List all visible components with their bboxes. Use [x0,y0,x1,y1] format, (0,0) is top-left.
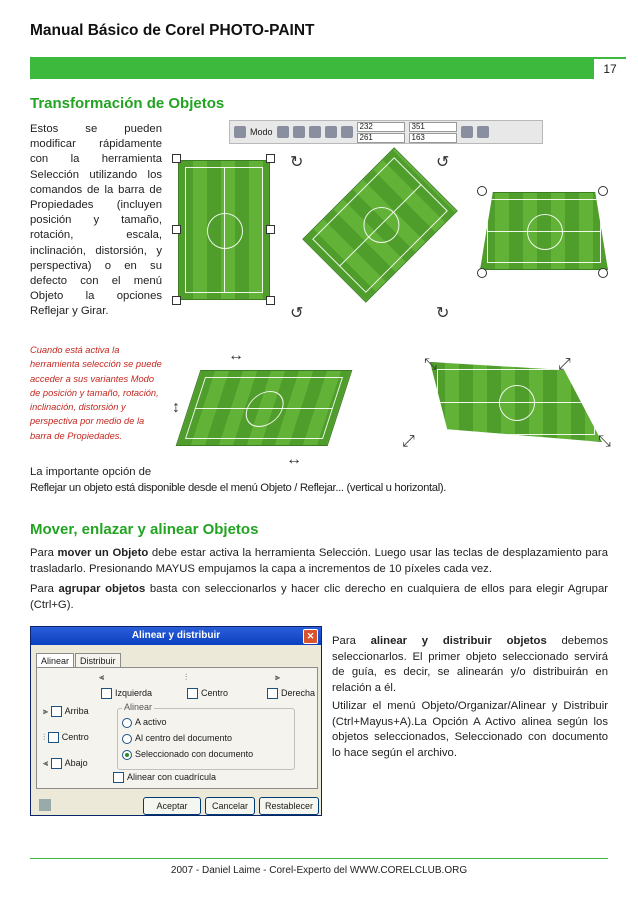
preview-icon[interactable] [39,799,51,811]
reflect-text: Reflejar un objeto está disponible desde el menú Objeto / Reflejar... (vertical u horizontal). [30,482,447,494]
y-position-field[interactable]: 261 [357,133,405,143]
align-left-icon: ⫷ [99,672,105,682]
footer-text: 2007 - Daniel Laime - Corel-Experto del WWW.CORELCLUB.ORG [170,865,468,876]
pick-tool-icon[interactable] [234,126,246,138]
mode-label[interactable]: Modo [250,127,273,137]
scale-handle[interactable] [266,154,275,163]
scale-handle[interactable] [172,154,181,163]
perspective-icon[interactable] [325,126,337,138]
section-heading-move: Mover, enlazar y alinear Objetos [30,521,259,538]
rotate-arrow-icon: ↺ [290,305,304,322]
opt-doc-center[interactable]: Al centro del documento [122,733,232,744]
pitch-image-upright [178,160,270,300]
align-center-icon: ⫶ [185,672,188,682]
distort-arrow-icon: ⤢ [402,433,415,450]
accept-button[interactable]: Aceptar [143,797,201,815]
scale-handle[interactable] [266,296,275,305]
reset-button[interactable]: Restablecer [259,797,319,815]
skew-arrow-icon: ↔ [286,451,302,468]
section-heading-transform: Transformación de Objetos [30,95,225,112]
opt-selected-doc[interactable]: Seleccionado con documento [122,749,253,760]
dialog-title: Alinear y distribuir ✕ [31,627,321,645]
group-paragraph: Para agrupar objetos basta con seleccionarlos y hacer clic derecho en cualquiera de ellos para elegir Agrupar (Ctrl+G). [30,583,608,611]
distort-arrow-icon: ⤡ [424,356,437,373]
footer-line [30,858,608,859]
align-panel [36,667,318,789]
property-bar [229,120,543,144]
distort-arrow-icon: ⤢ [558,356,571,373]
opt-active[interactable]: A activo [122,717,167,728]
height-field[interactable]: 163 [409,133,457,143]
pitch-image-rotated [302,147,458,303]
pitch-image-skewed [176,370,353,446]
rotate-arrow-icon: ↻ [290,154,304,171]
pitch-image-perspective [480,192,608,270]
document-title: Manual Básico de Corel PHOTO-PAINT [30,22,315,39]
header-bar [30,57,594,79]
scale-handle[interactable] [172,296,181,305]
x-position-field[interactable]: 232 [357,122,405,132]
lock-ratio-icon[interactable] [461,126,473,138]
close-icon[interactable]: ✕ [303,629,318,644]
tab-distribuir[interactable]: Distribuir [75,653,121,668]
align-top-option[interactable]: ⫸ Arriba [43,706,89,716]
perspective-handle[interactable] [477,186,487,196]
width-field[interactable]: 351 [409,122,457,132]
move-paragraph: Para mover un Objeto debe estar activa la herramienta Selección. Luego usar las teclas de desplazamiento para trasladarlo. Presionando MAYUS empujamos la capa a incrementos de 10 píxeles cada vez. [30,547,608,575]
pitch-image-distorted [430,362,602,442]
skew-arrow-icon: ↕ [172,399,180,416]
align-bottom-option[interactable]: ⫷ Abajo [43,758,88,768]
transform-note: Cuando está activa la herramienta selección se puede acceder a sus variantes Modo de posición y tamaño, rotación, inclinación, distorsión y perspectiva por medio de la barra de Propiedades. [30,345,162,441]
skew-icon[interactable] [293,126,305,138]
tab-alinear[interactable]: Alinear [36,653,74,668]
scale-handle[interactable] [172,225,181,234]
grid-align-option[interactable]: Alinear con cuadrícula [113,772,216,783]
rotate-icon[interactable] [277,126,289,138]
align-vcenter-option[interactable]: ⫶ Centro [43,732,89,742]
apply-icon[interactable] [477,126,489,138]
rotate-arrow-icon: ↺ [436,154,450,171]
distort-icon[interactable] [309,126,321,138]
align-left-option[interactable]: Izquierda [101,688,152,699]
rotate-arrow-icon: ↻ [436,305,450,322]
align-center-option[interactable]: Centro [187,688,228,699]
scale-icon[interactable] [341,126,353,138]
perspective-handle[interactable] [477,268,487,278]
group-label: Alinear [124,702,153,712]
align-menu-paragraph: Utilizar el menú Objeto/Organizar/Alinear y Distribuir (Ctrl+Mayus+A).La Opción A Activo alinea según los objetos seleccionados, Seleccionado con documento lo hace según el archivo. [332,700,608,759]
scale-handle[interactable] [266,225,275,234]
skew-arrow-icon: ↔ [228,347,244,364]
cancel-button[interactable]: Cancelar [205,797,255,815]
transform-paragraph: Estos se pueden modificar rápidamente con la herramienta Selección utilizando los comandos de la barra de Propiedades (incluyen posición y tamaño, rotación, escala, inclinación, distorsión, y perspectiva) o en su defecto con el menú Objeto la opciones Reflejar y Girar. [30,123,162,318]
align-distribute-dialog [30,626,322,816]
page-number: 17 [594,57,626,79]
align-right-icon: ⫸ [275,672,281,682]
perspective-handle[interactable] [598,186,608,196]
reflect-intro: La importante opción de [30,466,152,478]
align-to-group [117,702,295,770]
perspective-handle[interactable] [598,268,608,278]
align-paragraph: Para alinear y distribuir objetos debemos seleccionarlos. El primer objeto seleccionado servirá de guía, es decir, se alinearán y/o distribuirán en relación a él. [332,635,608,694]
distort-arrow-icon: ⤡ [598,433,611,450]
align-right-option[interactable]: Derecha [267,688,315,699]
